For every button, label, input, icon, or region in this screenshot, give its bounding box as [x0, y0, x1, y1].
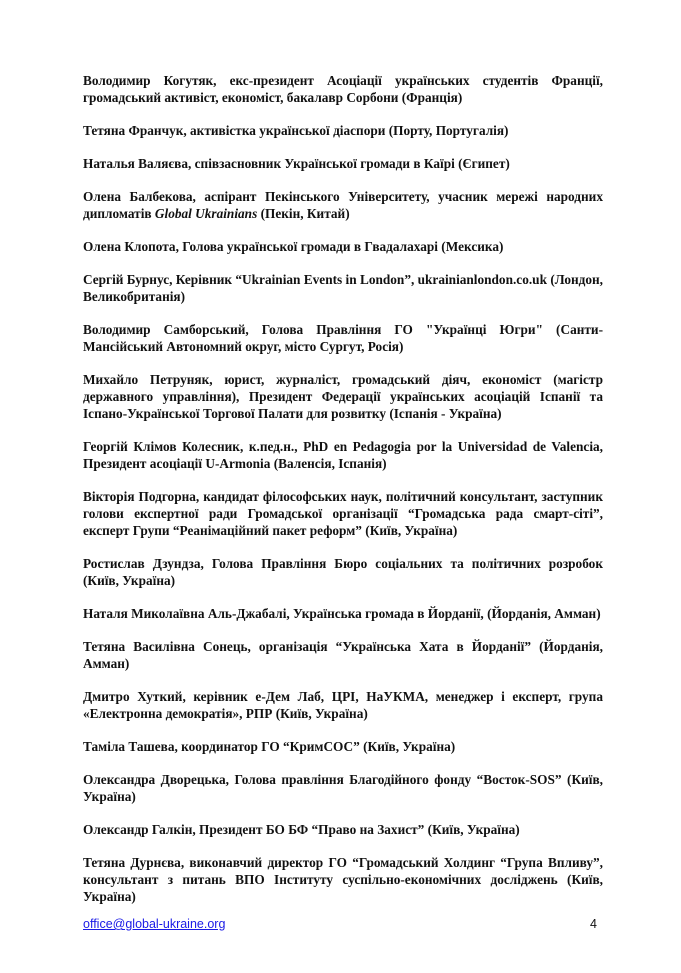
- entry-text: Володимир Самборський, Голова Правління ГО "Українці Югри" (Санти-Мансійський Автономний округ, місто Сургут, Росія): [83, 322, 603, 354]
- entry-text: (Пекін, Китай): [257, 206, 350, 221]
- entry-text: Володимир Когутяк, екс-президент Асоціації українських студентів Франції, громадський активіст, економіст, бакалавр Сорбони (Франція): [83, 73, 603, 105]
- entry-text: Олександр Галкін, Президент БО БФ “Право на Захист” (Київ, Україна): [83, 822, 520, 837]
- entry-text: Тетяна Франчук, активістка української діаспори (Порту, Португалія): [83, 123, 509, 138]
- entry-text: Олена Балбекова, аспірант Пекінського Університету, учасник мережі народних дипломатів: [83, 189, 603, 221]
- entry-text: Сергій Бурнус, Керівник “Ukrainian Events in London”, ukrainianlondon.co.uk (Лондон, Великобританія): [83, 272, 603, 304]
- entry-text: Тетяна Дурнєва, виконавчий директор ГО “Громадський Холдинг “Група Впливу”, консультант з питань ВПО Інституту суспільно-економічних досліджень (Київ, Україна): [83, 855, 603, 904]
- signatory-entry: [83, 688, 603, 722]
- signatory-entry: [83, 605, 603, 622]
- entry-text: Дмитро Хуткий, керівник е-Дем Лаб, ЦРІ, НаУКМА, менеджер і експерт, група «Електронна демократія», РПР (Київ, Україна): [83, 689, 603, 721]
- signatory-entry: [83, 271, 603, 305]
- signatory-entry: [83, 555, 603, 589]
- entry-text: Михайло Петруняк, юрист, журналіст, громадський діяч, економіст (магістр державного управління), Президент Федерації українських асоціацій Іспанії та Іспано-Української Торгової Палати для розвитку (Іспанія - Україна): [83, 372, 603, 421]
- signatory-entry: [83, 188, 603, 222]
- signatories-list: [83, 72, 603, 905]
- signatory-entry: [83, 438, 603, 472]
- entry-text: Георгій Клімов Колесник, к.пед.н., PhD en Pedagogia por la Universidad de Valencia, Президент асоціації U-Armonia (Валенсія, Іспанія): [83, 439, 603, 471]
- entry-text: Олександра Дворецька, Голова правління Благодійного фонду “Восток-SOS” (Київ, Україна): [83, 772, 603, 804]
- italic-text: Global Ukrainians: [154, 206, 258, 221]
- entry-text: Ростислав Дзундза, Голова Правління Бюро соціальних та політичних розробок (Київ, Україна): [83, 556, 603, 588]
- entry-text: Наталя Миколаївна Аль-Джабалі, Українська громада в Йорданії, (Йорданія, Амман): [83, 606, 601, 621]
- signatory-entry: [83, 72, 603, 106]
- email-link[interactable]: office@global-ukraine.org: [83, 917, 226, 931]
- signatory-entry: [83, 488, 603, 539]
- signatory-entry: [83, 638, 603, 672]
- entry-text: Вікторія Подгорна, кандидат філософських наук, політичний консультант, заступник голови експертної ради Громадської організації “Громадська рада смарт-сіті”, експерт Групи “Реанімаційний пакет реформ” (Київ, Україна): [83, 489, 603, 538]
- signatory-entry: [83, 238, 603, 255]
- page-number: 4: [590, 917, 597, 931]
- entry-text: Таміла Ташева, координатор ГО “КримСОС” (Київ, Україна): [83, 739, 456, 754]
- signatory-entry: [83, 854, 603, 905]
- signatory-entry: [83, 821, 603, 838]
- entry-text: Наталья Валяєва, співзасновник Української громади в Каїрі (Єгипет): [83, 156, 510, 171]
- entry-text: Тетяна Василівна Сонець, організація “Українська Хата в Йорданії” (Йорданія, Амман): [83, 639, 603, 671]
- page-footer: [83, 915, 603, 933]
- signatory-entry: [83, 321, 603, 355]
- signatory-entry: [83, 738, 603, 755]
- signatory-entry: [83, 155, 603, 172]
- signatory-entry: [83, 371, 603, 422]
- signatory-entry: [83, 122, 603, 139]
- entry-text: Олена Клопота, Голова української громади в Гвадалахарі (Мексика): [83, 239, 504, 254]
- signatory-entry: [83, 771, 603, 805]
